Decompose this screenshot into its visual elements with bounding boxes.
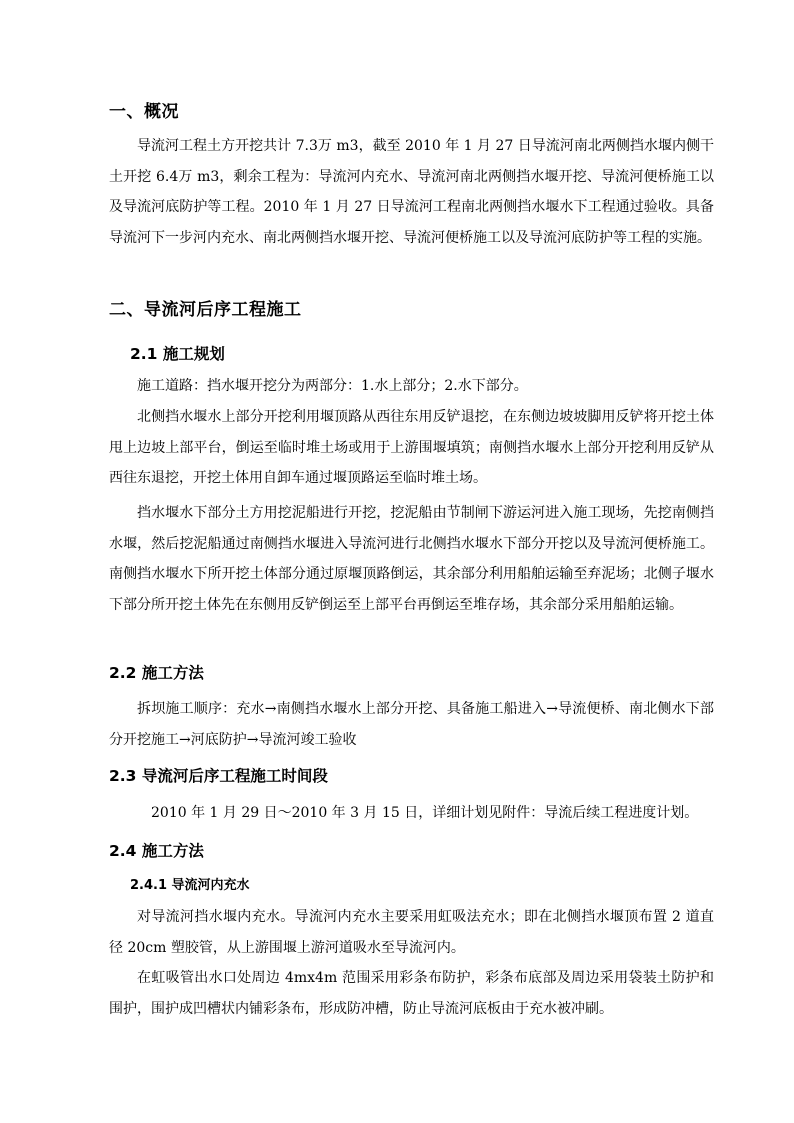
method-paragraph-sequence: 拆坝施工顺序：充水→南侧挡水堰水上部分开挖、具备施工船进入→导流便桥、南北侧水下部分开挖施工→河底防护→导流河竣工验收 [109, 701, 714, 748]
planning-paragraph-underwater: 挡水堰水下部分土方用挖泥船进行开挖，挖泥船由节制闸下游运河进入施工现场，先挖南侧挡水堰，然后挖泥船通过南侧挡水堰进入导流河进行北侧挡水堰水下部分开挖以及导流河便桥施工。南侧挡水堰水下所开挖土体部分通过原堰顶路倒运，其余部分利用船舶运输至弃泥场；北侧子堰水下部分所开挖土体先在东侧用反铲倒运至上部平台再倒运至堆存场，其余部分采用船舶运输。 [109, 505, 714, 613]
planning-paragraph-roads: 施工道路：挡水堰开挖分为两部分：1.水上部分；2.水下部分。 [137, 378, 528, 394]
subsubsection-heading-filling: 2.4.1 导流河内充水 [130, 878, 250, 893]
subsection-heading-planning: 2.1 施工规划 [130, 345, 225, 363]
subsection-heading-schedule: 2.3 导流河后序工程施工时间段 [109, 767, 328, 785]
filling-paragraph-siphon: 对导流河挡水堰内充水。导流河内充水主要采用虹吸法充水；即在北侧挡水堰顶布置 2 道直径 20cm 塑胶管，从上游围堰上游河道吸水至导流河内。 [109, 909, 714, 956]
section-heading-followup: 二、导流河后序工程施工 [109, 300, 302, 320]
overview-paragraph: 导流河工程土方开挖共计 7.3万 m3，截至 2010 年 1 月 27 日导流河南北两侧挡水堰内侧干土开挖 6.4万 m3，剩余工程为：导流河内充水、导流河南北两侧挡水堰开挖、导流河便桥施工以及导流河底防护等工程。2010 年 1 月 27 日导流河工程南北两侧挡水堰水下工程通过验收。具备导流河下一步河内充水、南北两侧挡水堰开挖、导流河便桥施工以及导流河底防护等工程的实施。 [109, 138, 714, 246]
schedule-paragraph: 2010 年 1 月 29 日～2010 年 3 月 15 日，详细计划见附件：导流后续工程进度计划。 [151, 805, 699, 821]
filling-paragraph-protection: 在虹吸管出水口处周边 4mx4m 范围采用彩条布防护，彩条布底部及周边采用袋装土防护和围护，围护成凹槽状内铺彩条布，形成防冲槽，防止导流河底板由于充水被冲刷。 [109, 970, 714, 1017]
subsection-heading-method: 2.2 施工方法 [109, 664, 204, 682]
planning-paragraph-north-south: 北侧挡水堰水上部分开挖利用堰顶路从西往东用反铲退挖，在东侧边坡坡脚用反铲将开挖土体甩上边坡上部平台，倒运至临时堆土场或用于上游围堰填筑；南侧挡水堰水上部分开挖利用反铲从西往东退挖，开挖土体用自卸车通过堰顶路运至临时堆土场。 [109, 409, 714, 486]
subsection-heading-method-2: 2.4 施工方法 [109, 842, 204, 860]
section-heading-overview: 一、概况 [109, 102, 179, 122]
